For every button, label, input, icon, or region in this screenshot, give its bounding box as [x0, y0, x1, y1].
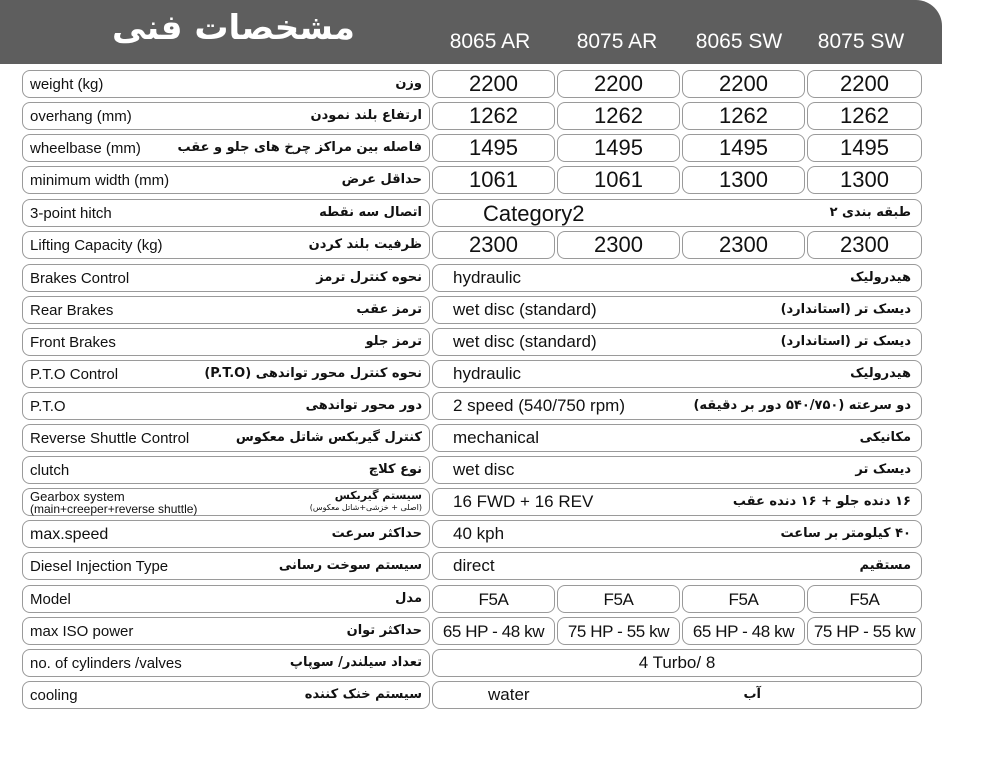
spec-header-bar	[0, 0, 942, 64]
label-fa: ترمز جلو	[365, 334, 422, 349]
spec-row-cooling	[0, 681, 1000, 711]
value-cell: 1495	[807, 134, 922, 162]
label-fa: نحوه کنترل محور تواندهی (P.T.O)	[204, 366, 422, 381]
label-en: Lifting Capacity (kg)	[30, 237, 163, 254]
row-label	[22, 264, 430, 292]
label-en: overhang (mm)	[30, 108, 132, 125]
model-header-8065-ar: 8065 AR	[449, 30, 531, 53]
value-cell: F5A	[682, 585, 805, 613]
value-cell: 65 HP - 48 kw	[432, 617, 555, 645]
label-en: wheelbase (mm)	[30, 140, 141, 157]
label-fa: سیستم سوخت رسانی	[278, 558, 422, 573]
span-value-cell	[432, 199, 922, 227]
label-en: max.speed	[30, 526, 109, 543]
model-header-8075-sw: 8075 SW	[817, 30, 905, 53]
value-cell: 1061	[557, 166, 680, 194]
row-label	[22, 456, 430, 484]
row-label	[22, 617, 430, 645]
row-label	[22, 552, 430, 580]
label-fa: حداکثر سرعت	[331, 526, 422, 541]
row-label	[22, 424, 430, 452]
label-en: Gearbox system	[30, 489, 125, 504]
value-en: water	[488, 685, 530, 704]
span-value-cell	[432, 681, 922, 709]
value-en: wet disc	[453, 460, 515, 479]
value-cell: 2200	[682, 70, 805, 98]
label-fa: نوع کلاچ	[368, 462, 422, 477]
spec-row-minimum-width	[0, 166, 1000, 196]
row-label	[22, 102, 430, 130]
model-header-8065-sw: 8065 SW	[695, 30, 783, 53]
label-en: Brakes Control	[30, 270, 130, 287]
value-cell: 1495	[557, 134, 680, 162]
label-fa: کنترل گیربکس شاتل معکوس	[235, 430, 422, 445]
label-fa: تعداد سیلندر/ سوپاپ	[289, 655, 422, 670]
value-en: wet disc (standard)	[453, 300, 597, 319]
span-value-cell	[432, 488, 922, 516]
spec-row-weight	[0, 70, 1000, 100]
label-en: Reverse Shuttle Control	[30, 430, 190, 447]
span-value-cell	[432, 424, 922, 452]
label-en: Front Brakes	[30, 334, 116, 351]
value-en: hydraulic	[453, 364, 522, 383]
spec-row-gearbox-system	[0, 488, 1000, 518]
spec-row-overhang	[0, 102, 1000, 132]
label-fa: حداقل عرض	[341, 172, 422, 187]
label-en: Rear Brakes	[30, 302, 114, 319]
spec-row-front-brakes	[0, 328, 1000, 358]
row-label	[22, 585, 430, 613]
spec-row-diesel-injection-type	[0, 552, 1000, 582]
value-en: direct	[453, 556, 495, 575]
label-en: cooling	[30, 687, 78, 704]
value-cell: 1300	[682, 166, 805, 194]
row-label	[22, 520, 430, 548]
spec-row-brakes-control	[0, 264, 1000, 294]
value-fa: آب	[743, 687, 761, 702]
row-label	[22, 134, 430, 162]
value-cell: 2200	[432, 70, 555, 98]
value-cell: 1495	[432, 134, 555, 162]
label-fa: ظرفیت بلند کردن	[308, 237, 422, 252]
value-fa: طبقه بندی ۲	[829, 205, 911, 220]
spec-row-lifting-capacity	[0, 231, 1000, 261]
value-en: hydraulic	[453, 268, 522, 287]
value-cell: 65 HP - 48 kw	[682, 617, 805, 645]
value-fa: هیدرولیک	[850, 366, 911, 381]
row-label	[22, 488, 430, 516]
label-fa: سیستم گیربکس	[334, 489, 422, 502]
page-title: مشخصات فنی	[112, 8, 355, 48]
spec-row-cylinders-valves	[0, 649, 1000, 679]
spec-row-pto-control	[0, 360, 1000, 390]
value-en: 40 kph	[453, 524, 505, 543]
value-cell: 75 HP - 55 kw	[557, 617, 680, 645]
span-value-cell	[432, 649, 922, 677]
spec-row-max-iso-power	[0, 617, 1000, 647]
value-fa: مستقیم	[859, 558, 911, 573]
model-header-8075-ar: 8075 AR	[576, 30, 658, 53]
label-en: P.T.O Control	[30, 366, 119, 383]
row-label	[22, 166, 430, 194]
label-en: no. of cylinders /valves	[30, 655, 182, 672]
span-value-cell	[432, 264, 922, 292]
value-fa: دو سرعته (۵۴۰/۷۵۰ دور بر دقیقه)	[693, 398, 911, 413]
label-en: max ISO power	[30, 623, 134, 640]
label-fa: ترمز عقب	[356, 302, 422, 317]
value-fa: دیسک تر	[855, 462, 911, 477]
row-label	[22, 328, 430, 356]
spec-row-3-point-hitch	[0, 199, 1000, 229]
label-fa: دور محور تواندهی	[305, 398, 422, 413]
row-label	[22, 392, 430, 420]
value-cell: 2300	[682, 231, 805, 259]
value-en: 2 speed (540/750 rpm)	[453, 396, 625, 415]
span-value-cell	[432, 360, 922, 388]
spec-row-rear-brakes	[0, 296, 1000, 326]
label-fa: فاصله بین مراکز چرخ های جلو و عقب	[177, 140, 422, 155]
value-en: mechanical	[453, 428, 539, 447]
value-cell: 1495	[682, 134, 805, 162]
spec-row-pto	[0, 392, 1000, 422]
spec-row-reverse-shuttle-control	[0, 424, 1000, 454]
value-cell: 1061	[432, 166, 555, 194]
label-en-sub: (main+creeper+reverse shuttle)	[30, 502, 198, 516]
value-cell: 1300	[807, 166, 922, 194]
row-label	[22, 70, 430, 98]
value-en: Category2	[483, 201, 585, 226]
spec-row-clutch	[0, 456, 1000, 486]
value-cell: F5A	[432, 585, 555, 613]
span-value-cell	[432, 296, 922, 324]
value-cell: 2300	[432, 231, 555, 259]
value-en: 16 FWD + 16 REV	[453, 492, 594, 511]
label-en: Diesel Injection Type	[30, 558, 169, 575]
row-label	[22, 296, 430, 324]
label-en: P.T.O	[30, 398, 66, 415]
value-fa: هیدرولیک	[850, 270, 911, 285]
spec-row-max-speed	[0, 520, 1000, 550]
span-value-cell	[432, 456, 922, 484]
label-fa-sub: (اصلی + خزشی+شاتل معکوس)	[309, 503, 422, 512]
row-label	[22, 649, 430, 677]
row-label	[22, 681, 430, 709]
row-label	[22, 231, 430, 259]
value-cell: 1262	[807, 102, 922, 130]
value-fa: دیسک تر (استاندارد)	[780, 334, 911, 349]
row-label	[22, 199, 430, 227]
label-en: minimum width (mm)	[30, 172, 170, 189]
value-cell: F5A	[807, 585, 922, 613]
label-fa: اتصال سه نقطه	[319, 205, 422, 220]
label-fa: ارتفاع بلند نمودن	[310, 108, 422, 123]
row-label	[22, 360, 430, 388]
value-cell: 1262	[682, 102, 805, 130]
value-cell: 2300	[807, 231, 922, 259]
value-cell: 2300	[557, 231, 680, 259]
label-fa: حداکثر توان	[346, 623, 422, 638]
spec-row-wheelbase	[0, 134, 1000, 164]
label-en: weight (kg)	[30, 76, 104, 93]
label-fa: نحوه کنترل ترمز	[316, 270, 422, 285]
value-cell: 1262	[432, 102, 555, 130]
spec-row-engine-model	[0, 585, 1000, 615]
span-value-cell	[432, 328, 922, 356]
value-cell: 2200	[807, 70, 922, 98]
value-en: wet disc (standard)	[453, 332, 597, 351]
span-value-cell	[432, 392, 922, 420]
value-fa: ۱۶ دنده جلو + ۱۶ دنده عقب	[732, 494, 911, 509]
value-cell: F5A	[557, 585, 680, 613]
value-fa: مکانیکی	[859, 430, 911, 445]
label-en: Model	[30, 591, 71, 608]
span-value-cell	[432, 520, 922, 548]
label-fa: سیستم خنک کننده	[304, 687, 422, 702]
value-cell: 1262	[557, 102, 680, 130]
value-cell: 75 HP - 55 kw	[807, 617, 922, 645]
label-en: 3-point hitch	[30, 205, 112, 222]
value-center: 4 Turbo/ 8	[638, 653, 716, 672]
value-fa: ۴۰ کیلومتر بر ساعت	[780, 526, 911, 541]
value-fa: دیسک تر (استاندارد)	[780, 302, 911, 317]
label-fa: مدل	[395, 591, 422, 606]
label-en: clutch	[30, 462, 70, 479]
value-cell: 2200	[557, 70, 680, 98]
span-value-cell	[432, 552, 922, 580]
label-fa: وزن	[395, 76, 422, 91]
